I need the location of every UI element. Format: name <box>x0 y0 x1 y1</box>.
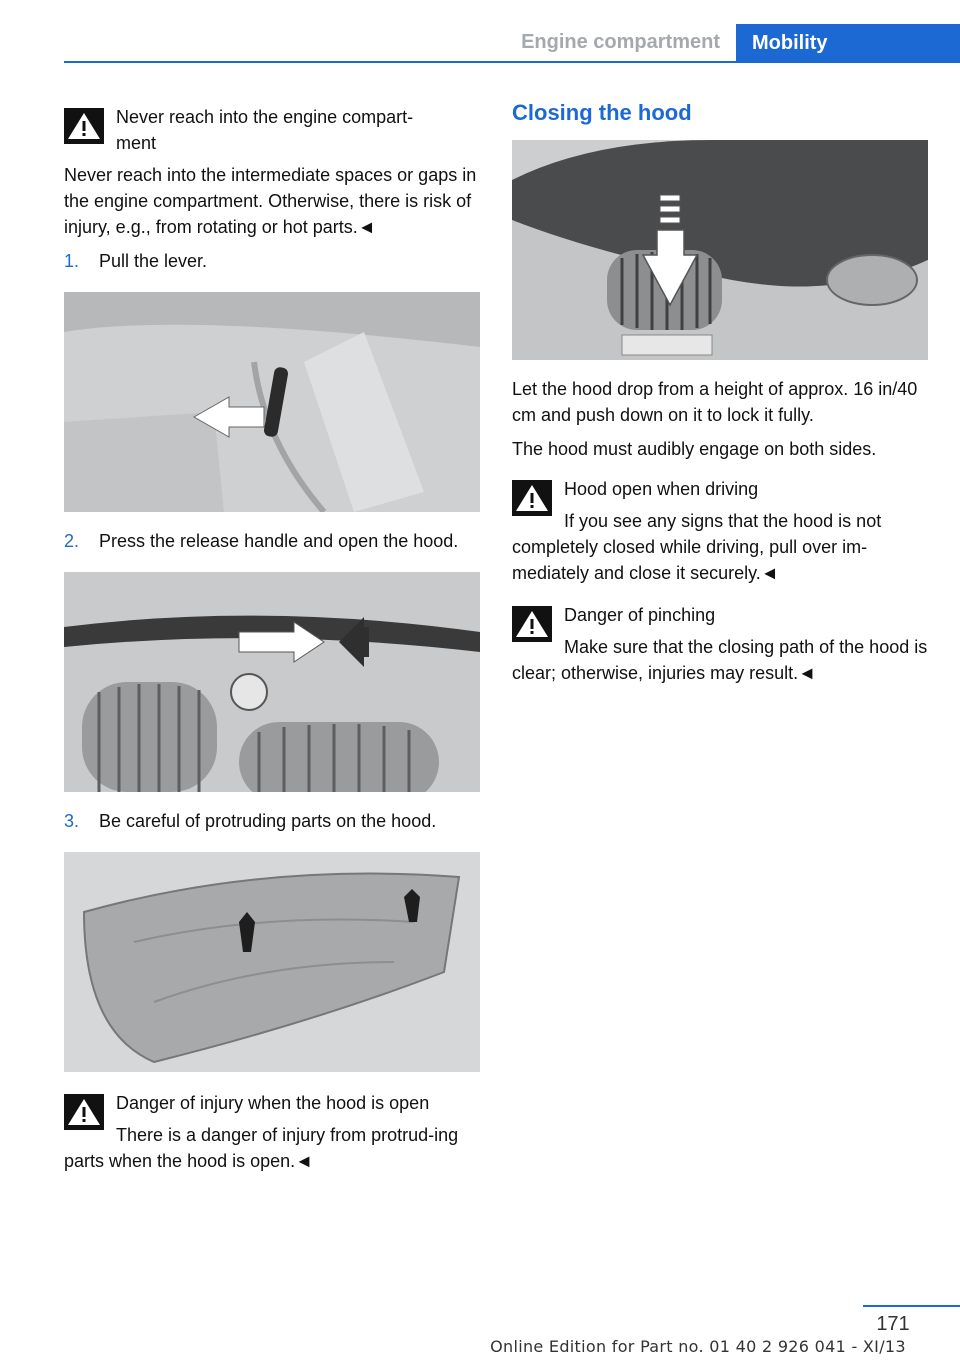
warning-hood-open-injury <box>64 1090 480 1174</box>
step-text: Be careful of protruding parts on the hood. <box>99 811 437 831</box>
paragraph-engage: The hood must audibly engage on both sides. <box>512 439 877 459</box>
footer-rule <box>863 1305 960 1307</box>
warning-triangle-icon <box>64 108 104 144</box>
step-1 <box>64 248 480 274</box>
warning-triangle-icon <box>64 1094 104 1130</box>
warning-body: Never reach into the intermediate spaces or gaps in the engine compartment. Otherwise, there is risk of injury, e.g., from rotating or hot parts.◄ <box>64 165 477 237</box>
header-rule <box>64 61 960 63</box>
paragraph-drop-height: Let the hood drop from a height of approx. 16 in/40 cm and push down on it to lock it fully. <box>512 379 918 425</box>
warning-body: Make sure that the closing path of the hood is clear; otherwise, injuries may result.◄ <box>512 637 928 683</box>
step-number: 2. <box>64 531 80 551</box>
step-number: 1. <box>64 251 80 271</box>
release-handle-photo <box>64 572 480 792</box>
step-2 <box>64 528 480 554</box>
warning-triangle-icon <box>512 480 552 516</box>
edition-note: Online Edition for Part no. 01 40 2 926 041 - XI/13 <box>490 1337 906 1356</box>
header-section-title: Engine compartment <box>521 31 720 53</box>
right-column <box>512 100 928 686</box>
closing-hood-photo <box>512 140 928 360</box>
step-number: 3. <box>64 811 80 831</box>
warning-engine-compartment <box>64 104 480 156</box>
warning-title: Danger of injury when the hood is open <box>116 1093 430 1113</box>
warning-title: Hood open when driving <box>564 479 759 499</box>
warning-body: There is a danger of injury from protrud-ing parts when the hood is open.◄ <box>64 1125 459 1171</box>
warning-title: Danger of pinching <box>564 605 716 625</box>
warning-triangle-icon <box>512 606 552 642</box>
page-number: 171 <box>876 1313 910 1335</box>
warning-body: If you see any signs that the hood is not completely closed while driving, pull over im-mediately and close it securely.◄ <box>512 511 882 583</box>
header-chapter-tab[interactable]: Mobility <box>736 24 960 63</box>
section-heading: Closing the hood <box>512 100 692 125</box>
hood-underside-photo <box>64 852 480 1072</box>
lever-photo <box>64 292 480 512</box>
left-column <box>64 100 480 1174</box>
step-text: Pull the lever. <box>99 251 208 271</box>
warning-pinching <box>512 602 928 686</box>
warning-hood-open-driving <box>512 476 928 586</box>
step-text: Press the release handle and open the hood. <box>99 531 459 551</box>
warning-title: Never reach into the engine compart-ment <box>116 107 414 153</box>
step-3 <box>64 808 480 834</box>
